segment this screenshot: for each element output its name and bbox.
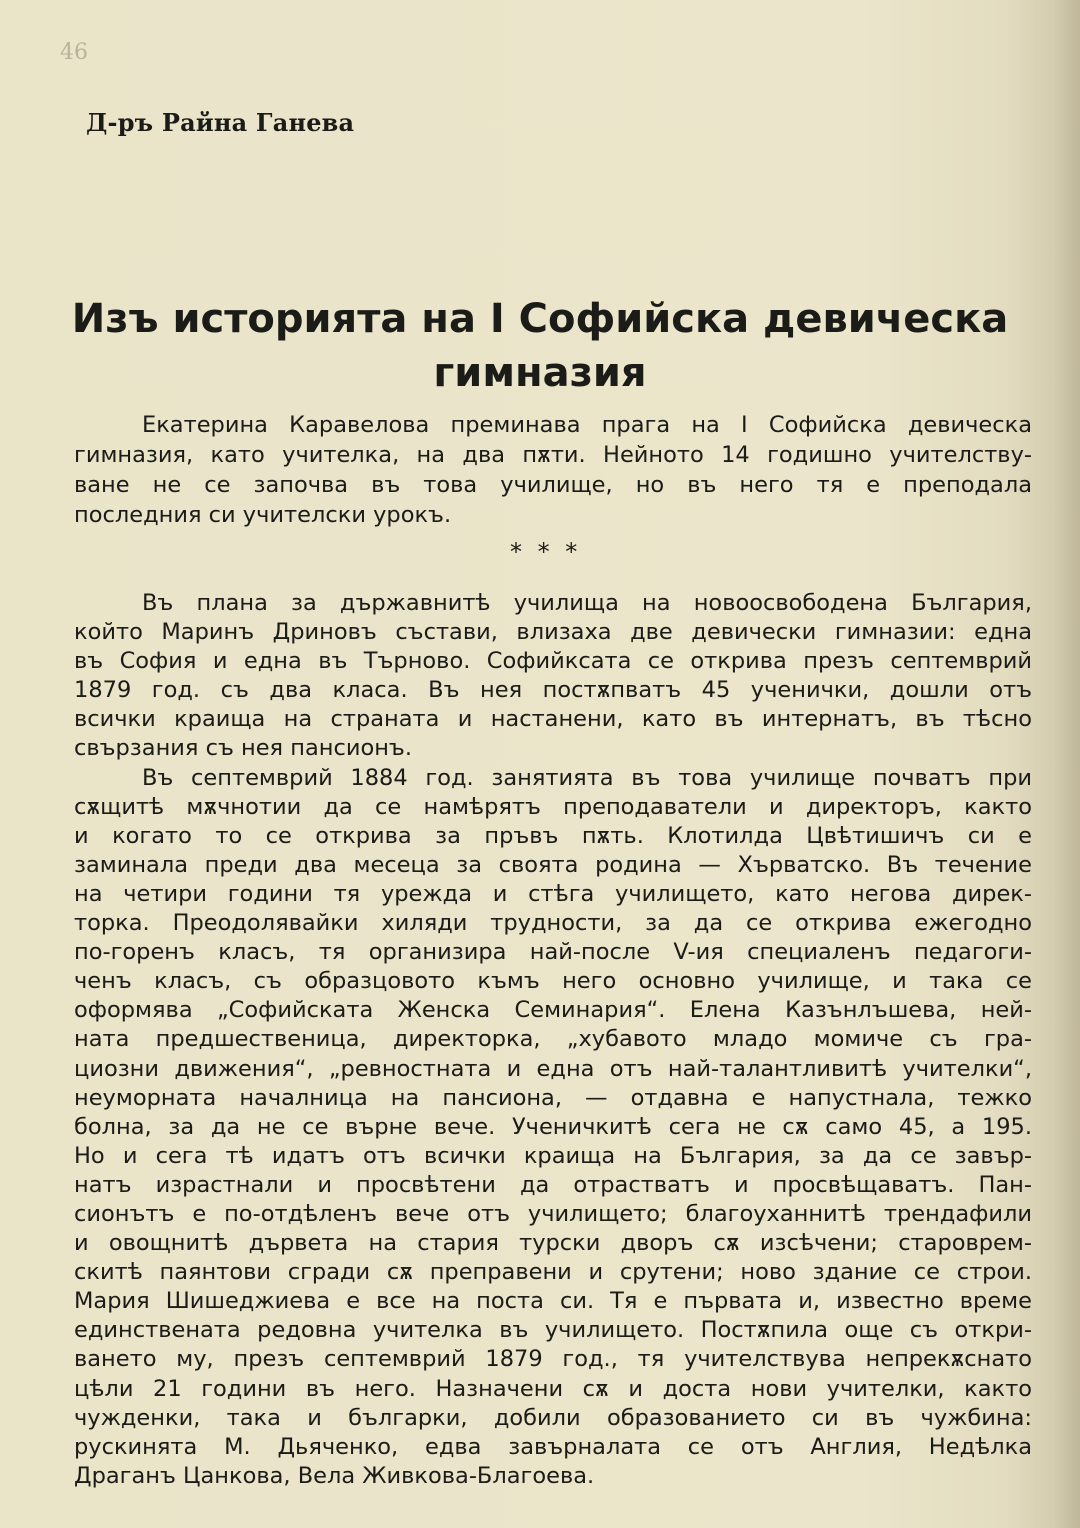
text-line: 1879 год. съ два класа. Въ нея постѫпватъ 45 ученички, дошли отъ xyxy=(74,677,1032,704)
text-line: болна, за да не се върне вече. Ученичкитѣ сега не сѫ само 45, а 195. xyxy=(74,1113,1032,1140)
title-line: гимназия xyxy=(433,350,647,396)
text-line: натъ израстнали и просвѣтени да отрастватъ и просвѣщаватъ. Пан- xyxy=(74,1171,1032,1198)
article-title xyxy=(60,292,1020,400)
text-line: единствената редовна учителка въ училището. Постѫпила още съ откри- xyxy=(74,1317,1032,1344)
text-line: Екатерина Каравелова преминава прага на I Софийска девическа xyxy=(142,412,1032,438)
text-line: циозни движения“, „ревностната и една отъ най-талантливитѣ учителки“, xyxy=(74,1055,1032,1082)
text-line: скитѣ паянтови сгради сѫ преправени и срутени; ново здание се строи. xyxy=(74,1259,1032,1286)
text-line: ната предшественица, директорка, „хубавото младо момиче съ гра- xyxy=(74,1026,1032,1053)
title-line: Изъ историята на I Софийска девическа xyxy=(71,296,1009,342)
text-line: и когато то се открива за пръвъ пѫть. Клотилда Цвѣтишичъ си е xyxy=(74,822,1032,849)
text-line: който Маринъ Дриновъ състави, влизаха две девически гимназии: една xyxy=(74,619,1032,646)
text-line: Въ септемврий 1884 год. занятията въ това училище почватъ при xyxy=(142,764,1032,791)
text-line: ването му, презъ септемврий 1879 год., тя учителствува непрекѫснато xyxy=(74,1346,1032,1373)
text-line: гимназия, като учителка, на два пѫти. Нейното 14 годишно учителству- xyxy=(74,442,1032,468)
text-line: Но и сега тѣ идатъ отъ всички краища на България, за да се завър- xyxy=(74,1142,1032,1169)
text-line: и овощнитѣ дървета на стария турски дворъ сѫ изсѣчени; староврем- xyxy=(74,1230,1032,1257)
page-number: 46 xyxy=(60,40,88,65)
body-text xyxy=(74,589,1032,1491)
intro-paragraph xyxy=(74,410,1032,530)
text-line: Драганъ Цанкова, Вела Живкова-Благоева. xyxy=(74,1462,595,1489)
author-name: Д-ръ Райна Ганева xyxy=(86,108,355,137)
text-line: сѫщитѣ мѫчнотии да се намѣрятъ преподаватели и директоръ, както xyxy=(74,793,1032,820)
text-line: последния си учителски урокъ. xyxy=(74,502,452,528)
text-line: сионътъ е по-отдѣленъ вече отъ училището; благоуханнитѣ трендафили xyxy=(74,1200,1032,1227)
text-line: на четири години тя урежда и стѣга училището, като негова дирек- xyxy=(74,880,1032,907)
text-line: Въ плана за държавнитѣ училища на новоосвободена България, xyxy=(142,590,1032,616)
text-line: заминала преди два месеца за своята родина — Хърватско. Въ течение xyxy=(74,851,1032,878)
section-separator: * * * xyxy=(510,538,582,566)
text-line: ване не се започва въ това училище, но въ него тя е преподала xyxy=(74,472,1032,498)
text-line: оформява „Софийската Женска Семинария“. Елена Казънлъшева, ней- xyxy=(74,997,1032,1024)
text-line: цѣли 21 години въ него. Назначени сѫ и доста нови учителки, както xyxy=(74,1375,1032,1402)
text-line: Мария Шишеджиева е все на поста си. Тя е първата и, известно време xyxy=(74,1288,1032,1315)
page-edge-shadow xyxy=(1054,0,1080,1528)
text-line: неуморната началница на пансиона, — отдавна е напустнала, тежко xyxy=(74,1084,1032,1111)
text-line: ченъ класъ, съ образцовото къмъ него основно училище, и така се xyxy=(74,968,1032,995)
text-line: всички краища на страната и настанени, като въ интернатъ, въ тѣсно xyxy=(74,706,1032,733)
text-line: свързания съ нея пансионъ. xyxy=(74,735,412,762)
text-line: по-горенъ класъ, тя организира най-после V-ия специаленъ педагоги- xyxy=(74,939,1032,966)
text-line: въ София и една въ Търново. Софийксата се открива презъ септемврий xyxy=(74,648,1032,675)
text-line: рускинята М. Дьяченко, едва завърналата се отъ Англия, Недѣлка xyxy=(74,1433,1032,1460)
text-line: торка. Преодолявайки хиляди трудности, за да се открива ежегодно xyxy=(74,910,1032,937)
text-line: чужденки, така и българки, добили образованието си въ чужбина: xyxy=(74,1404,1032,1431)
